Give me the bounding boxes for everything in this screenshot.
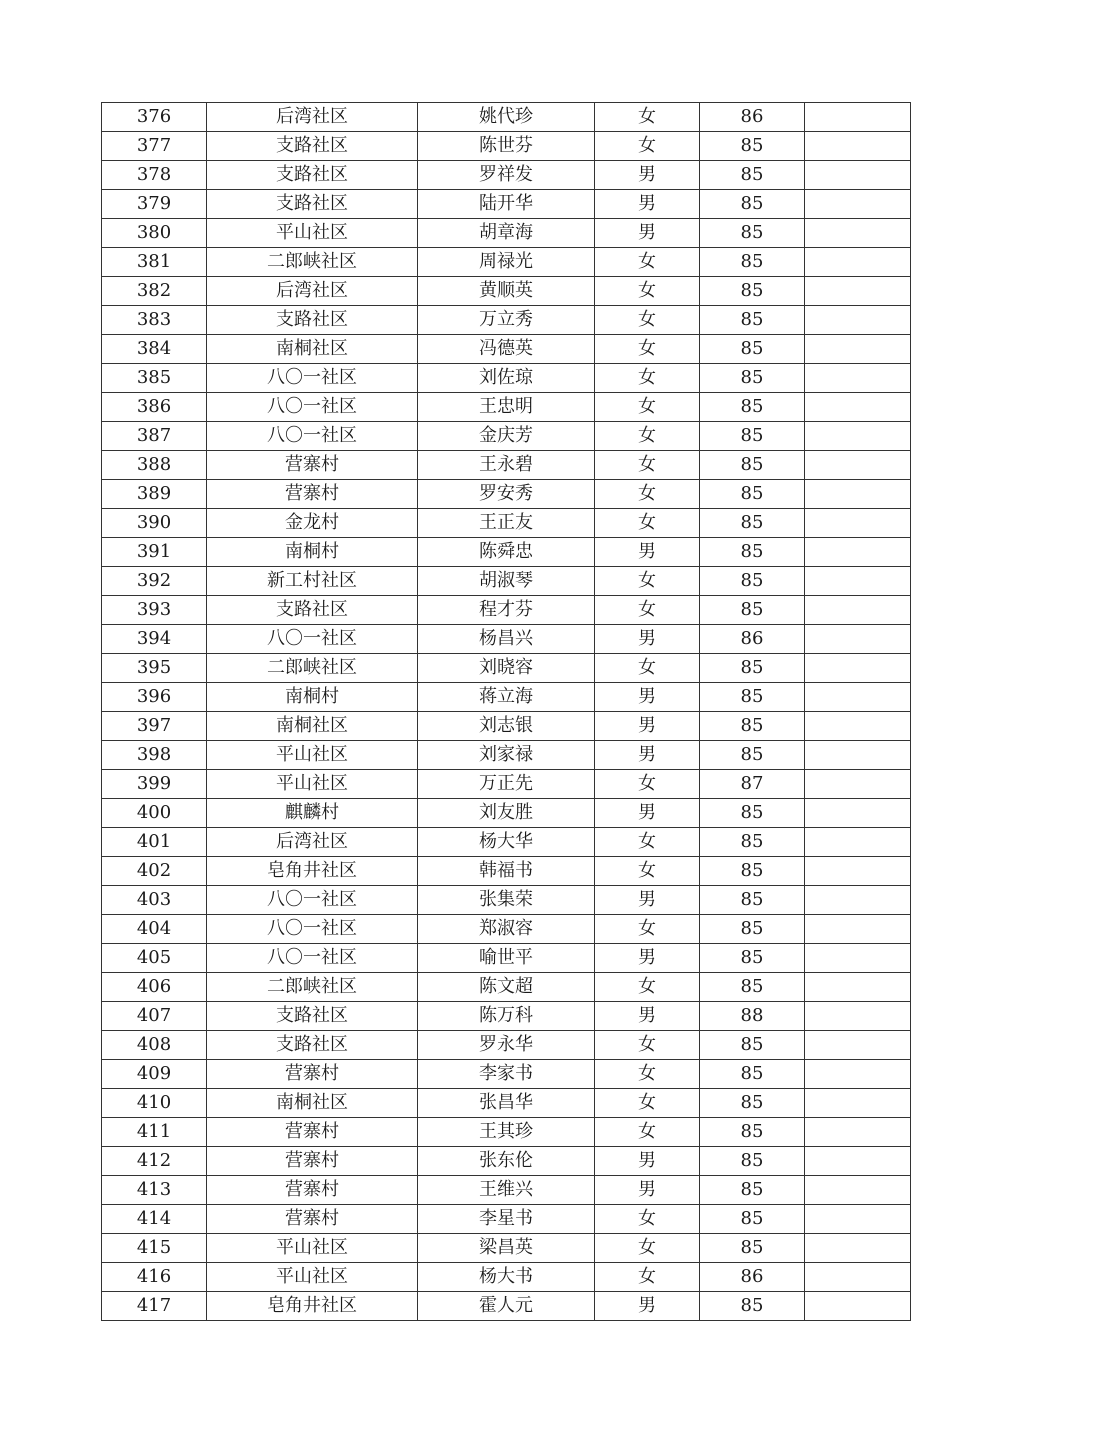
person-name-cell: 刘友胜 (418, 799, 595, 828)
gender-cell: 男 (595, 683, 700, 712)
note-cell (805, 799, 911, 828)
person-name-cell: 刘家禄 (418, 741, 595, 770)
gender-cell: 男 (595, 190, 700, 219)
person-name-cell: 罗永华 (418, 1031, 595, 1060)
table-row (102, 1002, 911, 1031)
row-number-cell: 395 (102, 654, 207, 683)
row-number-cell: 409 (102, 1060, 207, 1089)
note-cell (805, 625, 911, 654)
gender-cell: 女 (595, 1263, 700, 1292)
gender-cell: 女 (595, 480, 700, 509)
table-row (102, 567, 911, 596)
community-cell: 营寨村 (207, 1147, 418, 1176)
age-cell: 85 (700, 915, 805, 944)
row-number-cell: 412 (102, 1147, 207, 1176)
row-number-cell: 384 (102, 335, 207, 364)
row-number-cell: 400 (102, 799, 207, 828)
age-cell: 85 (700, 306, 805, 335)
gender-cell: 女 (595, 1031, 700, 1060)
community-cell: 南桐村 (207, 538, 418, 567)
note-cell (805, 422, 911, 451)
table-row (102, 915, 911, 944)
gender-cell: 男 (595, 712, 700, 741)
age-cell: 85 (700, 422, 805, 451)
note-cell (805, 132, 911, 161)
person-name-cell: 王其珍 (418, 1118, 595, 1147)
row-number-cell: 397 (102, 712, 207, 741)
row-number-cell: 391 (102, 538, 207, 567)
community-cell: 八〇一社区 (207, 422, 418, 451)
row-number-cell: 411 (102, 1118, 207, 1147)
table-row (102, 422, 911, 451)
community-cell: 八〇一社区 (207, 393, 418, 422)
note-cell (805, 219, 911, 248)
age-cell: 85 (700, 1147, 805, 1176)
elderly-roster-table (101, 102, 911, 1321)
table-row (102, 683, 911, 712)
table-row (102, 190, 911, 219)
note-cell (805, 1205, 911, 1234)
person-name-cell: 杨昌兴 (418, 625, 595, 654)
row-number-cell: 390 (102, 509, 207, 538)
row-number-cell: 382 (102, 277, 207, 306)
gender-cell: 女 (595, 277, 700, 306)
table-row (102, 973, 911, 1002)
gender-cell: 男 (595, 1176, 700, 1205)
person-name-cell: 霍人元 (418, 1292, 595, 1321)
note-cell (805, 364, 911, 393)
table-row (102, 538, 911, 567)
person-name-cell: 万立秀 (418, 306, 595, 335)
community-cell: 南桐社区 (207, 1089, 418, 1118)
note-cell (805, 1234, 911, 1263)
person-name-cell: 金庆芳 (418, 422, 595, 451)
table-row (102, 799, 911, 828)
community-cell: 新工村社区 (207, 567, 418, 596)
age-cell: 85 (700, 1060, 805, 1089)
roster-table-body (102, 103, 911, 1321)
age-cell: 85 (700, 886, 805, 915)
table-row (102, 1147, 911, 1176)
table-row (102, 248, 911, 277)
row-number-cell: 415 (102, 1234, 207, 1263)
gender-cell: 男 (595, 1292, 700, 1321)
person-name-cell: 姚代珍 (418, 103, 595, 132)
person-name-cell: 张集荣 (418, 886, 595, 915)
person-name-cell: 李星书 (418, 1205, 595, 1234)
table-row (102, 1031, 911, 1060)
community-cell: 八〇一社区 (207, 886, 418, 915)
note-cell (805, 451, 911, 480)
note-cell (805, 1292, 911, 1321)
age-cell: 85 (700, 1292, 805, 1321)
note-cell (805, 306, 911, 335)
community-cell: 二郎峡社区 (207, 248, 418, 277)
note-cell (805, 944, 911, 973)
table-row (102, 161, 911, 190)
community-cell: 南桐社区 (207, 712, 418, 741)
table-row (102, 1292, 911, 1321)
note-cell (805, 654, 911, 683)
age-cell: 85 (700, 828, 805, 857)
row-number-cell: 380 (102, 219, 207, 248)
community-cell: 营寨村 (207, 451, 418, 480)
row-number-cell: 394 (102, 625, 207, 654)
gender-cell: 女 (595, 1118, 700, 1147)
person-name-cell: 陈世芬 (418, 132, 595, 161)
gender-cell: 女 (595, 1205, 700, 1234)
note-cell (805, 1031, 911, 1060)
note-cell (805, 712, 911, 741)
note-cell (805, 480, 911, 509)
row-number-cell: 393 (102, 596, 207, 625)
person-name-cell: 郑淑容 (418, 915, 595, 944)
note-cell (805, 683, 911, 712)
row-number-cell: 389 (102, 480, 207, 509)
table-row (102, 712, 911, 741)
table-row (102, 480, 911, 509)
person-name-cell: 王正友 (418, 509, 595, 538)
community-cell: 后湾社区 (207, 103, 418, 132)
age-cell: 85 (700, 944, 805, 973)
gender-cell: 男 (595, 886, 700, 915)
row-number-cell: 379 (102, 190, 207, 219)
person-name-cell: 王永碧 (418, 451, 595, 480)
row-number-cell: 383 (102, 306, 207, 335)
row-number-cell: 392 (102, 567, 207, 596)
community-cell: 支路社区 (207, 1031, 418, 1060)
note-cell (805, 509, 911, 538)
gender-cell: 男 (595, 1002, 700, 1031)
row-number-cell: 417 (102, 1292, 207, 1321)
person-name-cell: 刘志银 (418, 712, 595, 741)
gender-cell: 女 (595, 567, 700, 596)
table-row (102, 219, 911, 248)
table-row (102, 1263, 911, 1292)
community-cell: 后湾社区 (207, 828, 418, 857)
note-cell (805, 596, 911, 625)
note-cell (805, 335, 911, 364)
row-number-cell: 404 (102, 915, 207, 944)
person-name-cell: 胡淑琴 (418, 567, 595, 596)
person-name-cell: 喻世平 (418, 944, 595, 973)
community-cell: 支路社区 (207, 596, 418, 625)
row-number-cell: 407 (102, 1002, 207, 1031)
community-cell: 八〇一社区 (207, 625, 418, 654)
person-name-cell: 陆开华 (418, 190, 595, 219)
table-row (102, 364, 911, 393)
person-name-cell: 李家书 (418, 1060, 595, 1089)
gender-cell: 女 (595, 1060, 700, 1089)
row-number-cell: 399 (102, 770, 207, 799)
note-cell (805, 770, 911, 799)
gender-cell: 女 (595, 973, 700, 1002)
age-cell: 85 (700, 857, 805, 886)
note-cell (805, 1118, 911, 1147)
person-name-cell: 刘晓容 (418, 654, 595, 683)
age-cell: 86 (700, 1263, 805, 1292)
row-number-cell: 413 (102, 1176, 207, 1205)
age-cell: 86 (700, 625, 805, 654)
age-cell: 85 (700, 1031, 805, 1060)
gender-cell: 男 (595, 944, 700, 973)
person-name-cell: 冯德英 (418, 335, 595, 364)
age-cell: 85 (700, 683, 805, 712)
gender-cell: 女 (595, 103, 700, 132)
person-name-cell: 陈文超 (418, 973, 595, 1002)
age-cell: 88 (700, 1002, 805, 1031)
person-name-cell: 梁昌英 (418, 1234, 595, 1263)
person-name-cell: 陈万科 (418, 1002, 595, 1031)
table-row (102, 857, 911, 886)
table-row (102, 393, 911, 422)
community-cell: 南桐社区 (207, 335, 418, 364)
note-cell (805, 886, 911, 915)
row-number-cell: 414 (102, 1205, 207, 1234)
note-cell (805, 161, 911, 190)
gender-cell: 女 (595, 509, 700, 538)
age-cell: 85 (700, 1234, 805, 1263)
person-name-cell: 陈舜忠 (418, 538, 595, 567)
age-cell: 85 (700, 219, 805, 248)
row-number-cell: 402 (102, 857, 207, 886)
person-name-cell: 周禄光 (418, 248, 595, 277)
community-cell: 营寨村 (207, 1176, 418, 1205)
row-number-cell: 405 (102, 944, 207, 973)
table-row (102, 1234, 911, 1263)
gender-cell: 男 (595, 625, 700, 654)
community-cell: 平山社区 (207, 770, 418, 799)
age-cell: 85 (700, 248, 805, 277)
gender-cell: 男 (595, 1147, 700, 1176)
person-name-cell: 程才芬 (418, 596, 595, 625)
age-cell: 85 (700, 538, 805, 567)
age-cell: 85 (700, 480, 805, 509)
community-cell: 麒麟村 (207, 799, 418, 828)
row-number-cell: 403 (102, 886, 207, 915)
person-name-cell: 刘佐琼 (418, 364, 595, 393)
community-cell: 支路社区 (207, 132, 418, 161)
row-number-cell: 406 (102, 973, 207, 1002)
community-cell: 八〇一社区 (207, 915, 418, 944)
gender-cell: 女 (595, 306, 700, 335)
note-cell (805, 828, 911, 857)
age-cell: 85 (700, 799, 805, 828)
age-cell: 85 (700, 161, 805, 190)
row-number-cell: 398 (102, 741, 207, 770)
community-cell: 营寨村 (207, 480, 418, 509)
gender-cell: 女 (595, 770, 700, 799)
table-row (102, 741, 911, 770)
row-number-cell: 387 (102, 422, 207, 451)
gender-cell: 男 (595, 741, 700, 770)
community-cell: 平山社区 (207, 1234, 418, 1263)
row-number-cell: 376 (102, 103, 207, 132)
gender-cell: 女 (595, 857, 700, 886)
community-cell: 皂角井社区 (207, 1292, 418, 1321)
person-name-cell: 张东伦 (418, 1147, 595, 1176)
age-cell: 85 (700, 335, 805, 364)
person-name-cell: 张昌华 (418, 1089, 595, 1118)
gender-cell: 女 (595, 828, 700, 857)
person-name-cell: 罗祥发 (418, 161, 595, 190)
person-name-cell: 罗安秀 (418, 480, 595, 509)
table-row (102, 132, 911, 161)
table-row (102, 770, 911, 799)
community-cell: 营寨村 (207, 1205, 418, 1234)
gender-cell: 女 (595, 596, 700, 625)
note-cell (805, 248, 911, 277)
community-cell: 南桐村 (207, 683, 418, 712)
gender-cell: 女 (595, 132, 700, 161)
note-cell (805, 277, 911, 306)
gender-cell: 女 (595, 915, 700, 944)
note-cell (805, 915, 911, 944)
person-name-cell: 王忠明 (418, 393, 595, 422)
community-cell: 后湾社区 (207, 277, 418, 306)
community-cell: 支路社区 (207, 1002, 418, 1031)
note-cell (805, 973, 911, 1002)
row-number-cell: 386 (102, 393, 207, 422)
community-cell: 金龙村 (207, 509, 418, 538)
table-row (102, 1176, 911, 1205)
community-cell: 支路社区 (207, 306, 418, 335)
row-number-cell: 377 (102, 132, 207, 161)
age-cell: 85 (700, 190, 805, 219)
age-cell: 85 (700, 1205, 805, 1234)
note-cell (805, 567, 911, 596)
community-cell: 平山社区 (207, 741, 418, 770)
age-cell: 85 (700, 393, 805, 422)
age-cell: 85 (700, 596, 805, 625)
community-cell: 支路社区 (207, 190, 418, 219)
row-number-cell: 381 (102, 248, 207, 277)
note-cell (805, 1263, 911, 1292)
person-name-cell: 黄顺英 (418, 277, 595, 306)
community-cell: 八〇一社区 (207, 944, 418, 973)
age-cell: 85 (700, 132, 805, 161)
gender-cell: 女 (595, 393, 700, 422)
gender-cell: 男 (595, 799, 700, 828)
age-cell: 85 (700, 364, 805, 393)
gender-cell: 女 (595, 1089, 700, 1118)
age-cell: 85 (700, 654, 805, 683)
age-cell: 85 (700, 1089, 805, 1118)
age-cell: 85 (700, 712, 805, 741)
row-number-cell: 385 (102, 364, 207, 393)
gender-cell: 女 (595, 1234, 700, 1263)
table-row (102, 451, 911, 480)
community-cell: 营寨村 (207, 1060, 418, 1089)
table-row (102, 306, 911, 335)
table-row (102, 103, 911, 132)
age-cell: 85 (700, 973, 805, 1002)
note-cell (805, 538, 911, 567)
note-cell (805, 1147, 911, 1176)
age-cell: 87 (700, 770, 805, 799)
community-cell: 二郎峡社区 (207, 654, 418, 683)
note-cell (805, 103, 911, 132)
note-cell (805, 741, 911, 770)
table-row (102, 335, 911, 364)
note-cell (805, 1089, 911, 1118)
row-number-cell: 378 (102, 161, 207, 190)
gender-cell: 女 (595, 364, 700, 393)
table-row (102, 944, 911, 973)
note-cell (805, 1060, 911, 1089)
gender-cell: 女 (595, 451, 700, 480)
note-cell (805, 1176, 911, 1205)
row-number-cell: 408 (102, 1031, 207, 1060)
table-row (102, 886, 911, 915)
table-row (102, 828, 911, 857)
table-row (102, 277, 911, 306)
community-cell: 平山社区 (207, 1263, 418, 1292)
gender-cell: 女 (595, 335, 700, 364)
person-name-cell: 蒋立海 (418, 683, 595, 712)
community-cell: 平山社区 (207, 219, 418, 248)
table-row (102, 1089, 911, 1118)
row-number-cell: 401 (102, 828, 207, 857)
community-cell: 支路社区 (207, 161, 418, 190)
table-row (102, 596, 911, 625)
age-cell: 85 (700, 741, 805, 770)
person-name-cell: 胡章海 (418, 219, 595, 248)
person-name-cell: 杨大华 (418, 828, 595, 857)
gender-cell: 女 (595, 422, 700, 451)
table-row (102, 1060, 911, 1089)
community-cell: 二郎峡社区 (207, 973, 418, 1002)
age-cell: 85 (700, 509, 805, 538)
row-number-cell: 416 (102, 1263, 207, 1292)
community-cell: 营寨村 (207, 1118, 418, 1147)
table-row (102, 625, 911, 654)
note-cell (805, 857, 911, 886)
age-cell: 85 (700, 567, 805, 596)
age-cell: 86 (700, 103, 805, 132)
gender-cell: 女 (595, 248, 700, 277)
row-number-cell: 388 (102, 451, 207, 480)
table-row (102, 654, 911, 683)
age-cell: 85 (700, 1118, 805, 1147)
note-cell (805, 1002, 911, 1031)
person-name-cell: 杨大书 (418, 1263, 595, 1292)
row-number-cell: 410 (102, 1089, 207, 1118)
person-name-cell: 王维兴 (418, 1176, 595, 1205)
table-row (102, 509, 911, 538)
gender-cell: 男 (595, 219, 700, 248)
gender-cell: 男 (595, 161, 700, 190)
table-row (102, 1118, 911, 1147)
row-number-cell: 396 (102, 683, 207, 712)
community-cell: 皂角井社区 (207, 857, 418, 886)
person-name-cell: 韩福书 (418, 857, 595, 886)
age-cell: 85 (700, 451, 805, 480)
table-row (102, 1205, 911, 1234)
note-cell (805, 393, 911, 422)
age-cell: 85 (700, 1176, 805, 1205)
gender-cell: 男 (595, 538, 700, 567)
community-cell: 八〇一社区 (207, 364, 418, 393)
gender-cell: 女 (595, 654, 700, 683)
note-cell (805, 190, 911, 219)
age-cell: 85 (700, 277, 805, 306)
person-name-cell: 万正先 (418, 770, 595, 799)
